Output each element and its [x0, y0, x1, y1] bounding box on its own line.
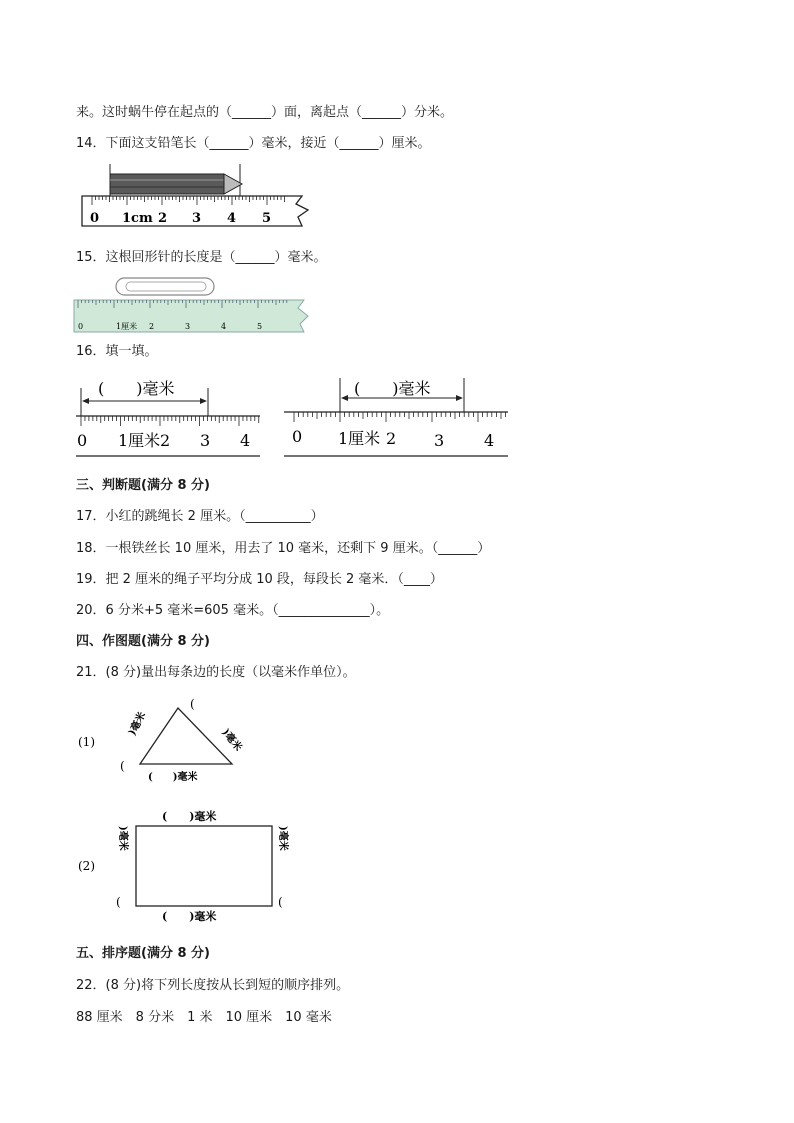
ruler-label-4: 4 — [240, 431, 251, 450]
ruler-label-5: 5 — [262, 211, 272, 226]
ruler-label-2: 2 — [149, 322, 155, 331]
ruler-label-5: 5 — [257, 322, 263, 331]
paperclip-ruler-figure — [72, 274, 312, 336]
ruler-body-green — [74, 300, 308, 332]
question-21: 21．(8 分)量出每条边的长度（以毫米作单位）。 — [76, 665, 356, 680]
pencil-tip — [224, 174, 242, 194]
section-5-heading: 五、排序题(满分 8 分) — [76, 946, 210, 961]
ruler-label-0: 0 — [78, 322, 84, 331]
ruler-label-2: 2 — [158, 211, 168, 226]
question-16: 16．填一填。 — [76, 344, 158, 359]
ruler-label-3: 3 — [200, 431, 211, 450]
section-3-heading: 三、判断题(满分 8 分) — [76, 478, 210, 493]
triangle-right-paren: ( — [190, 697, 195, 711]
ruler-label-3: 3 — [434, 431, 445, 450]
question-22: 22．(8 分)将下列长度按从长到短的顺序排列。 — [76, 978, 350, 993]
question-18: 18．一根铁丝长 10 厘米，用去了 10 毫米，还剩下 9 厘米。（______） — [76, 541, 491, 556]
ruler-label-4: 4 — [221, 322, 227, 331]
question-19: 19．把 2 厘米的绳子平均分成 10 段，每段长 2 毫米．（____） — [76, 572, 443, 587]
rectangle-left-paren: ( — [116, 895, 121, 909]
pencil-body — [110, 174, 224, 194]
fill-ruler-left — [76, 372, 266, 460]
paperclip-outer — [116, 278, 214, 295]
pencil-ruler-figure — [76, 160, 316, 232]
paperclip-inner — [126, 282, 206, 291]
triangle-left-label: )毫米 — [126, 710, 149, 738]
rectangle-left-label: )毫米 — [117, 826, 128, 851]
ruler-label-4: 4 — [484, 431, 495, 450]
figure-label-1: (1) — [78, 735, 95, 749]
ruler-label-1: 1厘米 — [338, 429, 381, 448]
figure-label-2: (2) — [78, 859, 95, 873]
ruler-label-0: 0 — [77, 431, 88, 450]
rectangle-right-paren: ( — [278, 895, 283, 909]
ruler-label-2: 2 — [386, 429, 397, 448]
rectangle-figure — [72, 800, 302, 928]
ruler-label-0: 0 — [292, 427, 303, 446]
rectangle-bottom-label: ( )毫米 — [162, 910, 217, 923]
triangle-right-label: )毫米 — [219, 727, 244, 754]
ruler-label-3: 3 — [185, 322, 191, 331]
rectangle-shape — [136, 826, 272, 906]
question-20: 20．6 分米+5 毫米=605 毫米。（______________）。 — [76, 603, 390, 618]
ruler-label-1: 1厘米 — [116, 322, 138, 331]
triangle-bottom-label: ( )毫米 — [148, 772, 198, 783]
q13-tail-line: 来。这时蜗牛停在起点的（______）面，离起点（______）分米。 — [76, 105, 454, 120]
ruler-label-1: 1厘米 — [118, 431, 161, 450]
triangle-left-paren: ( — [120, 759, 125, 773]
question-22-items: 88 厘米 8 分米 1 米 10 厘米 10 毫米 — [76, 1010, 332, 1025]
bracket-label-right: ( )毫米 — [354, 379, 431, 398]
question-15: 15．这根回形针的长度是（______）毫米。 — [76, 250, 327, 265]
ruler-label-1: 1cm — [122, 211, 153, 226]
question-17: 17．小红的跳绳长 2 厘米。（__________） — [76, 509, 324, 524]
question-14: 14．下面这支铅笔长（______）毫米，接近（______）厘米。 — [76, 136, 431, 151]
ruler-label-2: 2 — [160, 431, 171, 450]
bracket-label-left: ( )毫米 — [98, 379, 175, 398]
rectangle-top-label: ( )毫米 — [162, 810, 217, 823]
triangle-shape — [140, 708, 232, 764]
ruler-label-0: 0 — [90, 211, 100, 226]
ruler-label-3: 3 — [192, 211, 202, 226]
section-4-heading: 四、作图题(满分 8 分) — [76, 634, 210, 649]
fill-ruler-right — [284, 372, 512, 460]
triangle-figure — [72, 692, 272, 792]
rectangle-right-label: )毫米 — [277, 826, 288, 851]
ruler-label-4: 4 — [227, 211, 237, 226]
